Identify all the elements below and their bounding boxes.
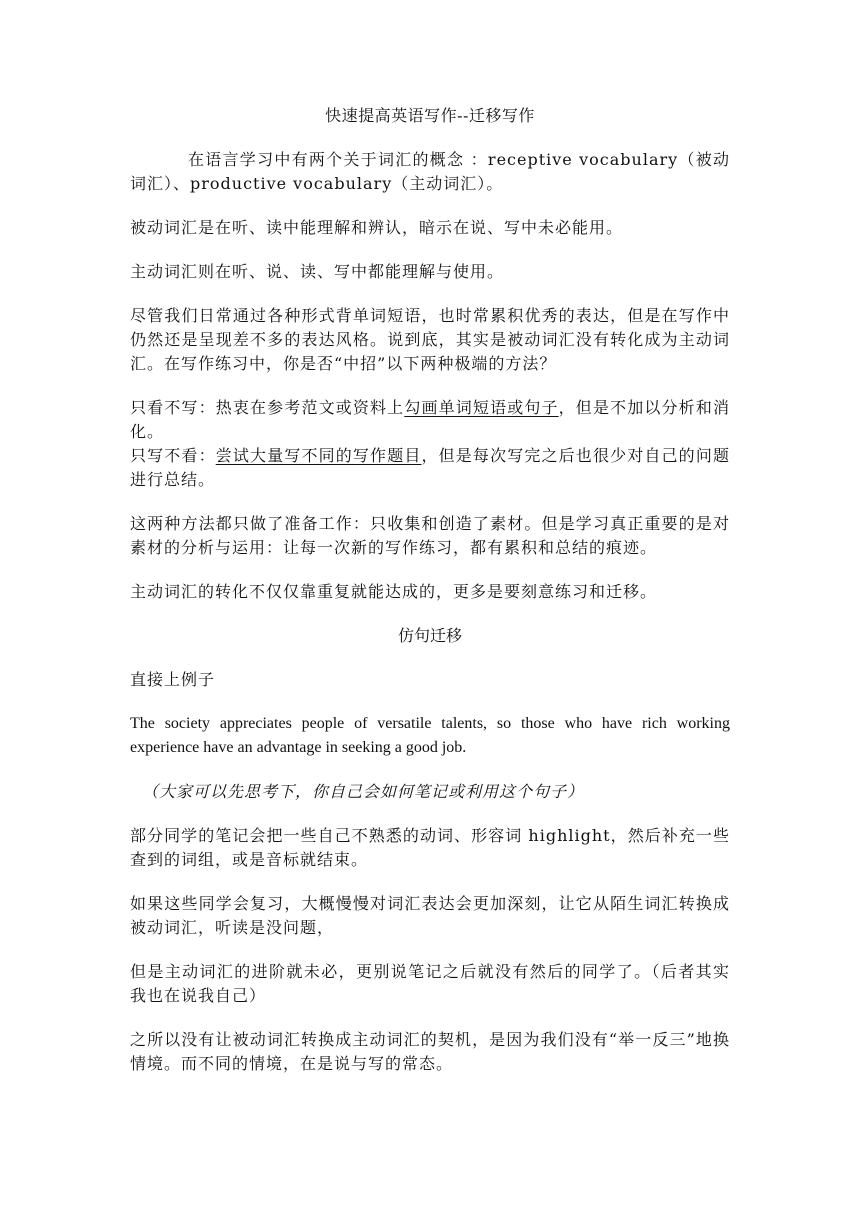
method-write-only-paragraph: [130, 444, 730, 492]
method-read-only-paragraph: [130, 396, 730, 444]
active-vocabulary-paragraph: 主动词汇则在听、说、读、写中都能理解与使用。: [130, 262, 505, 281]
think-first-note: （大家可以先思考下，你自己会如何笔记或利用这个句子）: [142, 782, 585, 801]
but-paragraph: 但是主动词汇的进阶就未必，更别说笔记之后就没有然后的同学了。（后者其实我也在说我自己）: [130, 962, 730, 1005]
reason-paragraph: 之所以没有让被动词汇转换成主动词汇的契机，是因为我们没有“举一反三”地换情境。而不同的情境，在是说与写的常态。: [130, 1030, 730, 1073]
english-example-sentence: The society appreciates people of versatile talents, so those who have rich working experience have an advantage in seeking a good job.: [130, 715, 730, 756]
passive-vocabulary-paragraph: 被动词汇是在听、读中能理解和辨认，暗示在说、写中未必能用。: [130, 218, 624, 237]
example-intro-paragraph: 直接上例子: [130, 670, 216, 689]
although-paragraph: 尽管我们日常通过各种形式背单词短语，也时常累积优秀的表达，但是在写作中仍然还是呈现差不多的表达风格。说到底，其实是被动词汇没有转化成为主动词汇。在写作练习中，你是否“中招”以下两种极端的方法？: [130, 306, 730, 373]
transformation-paragraph: 主动词汇的转化不仅仅靠重复就能达成的，更多是要刻意练习和迁移。: [130, 582, 658, 601]
review-paragraph: 如果这些同学会复习，大概慢慢对词汇表达会更加深刻，让它从陌生词汇转换成被动词汇，听读是没问题，: [130, 894, 730, 937]
document-title: 快速提高英语写作--迁移写作: [325, 106, 535, 125]
method-read-only-prefix: 只看不写：热衷在参考范文或资料上: [130, 398, 405, 417]
section-subtitle: 仿句迁移: [397, 626, 462, 645]
method-write-only-underlined: 尝试大量写不同的写作题目: [215, 446, 422, 465]
method-read-only-suffix: ，但是不加以分析和消化。: [130, 398, 730, 441]
method-write-only-prefix: 只写不看：: [130, 446, 216, 465]
method-read-only-underlined: 勾画单词短语或句子: [404, 398, 559, 417]
both-methods-paragraph: 这两种方法都只做了准备工作：只收集和创造了素材。但是学习真正重要的是对素材的分析与运用：让每一次新的写作练习，都有累积和总结的痕迹。: [130, 514, 730, 557]
document-page: [130, 100, 730, 1096]
intro-paragraph: 在语言学习中有两个关于词汇的概念 ：receptive vocabulary（被动词汇）、productive vocabulary（主动词汇）。: [130, 150, 730, 193]
method-write-only-suffix: ，但是每次写完之后也很少对自己的问题进行总结。: [130, 446, 730, 489]
notes-paragraph: 部分同学的笔记会把一些自己不熟悉的动词、形容词 highlight，然后补充一些查到的词组，或是音标就结束。: [130, 826, 730, 869]
